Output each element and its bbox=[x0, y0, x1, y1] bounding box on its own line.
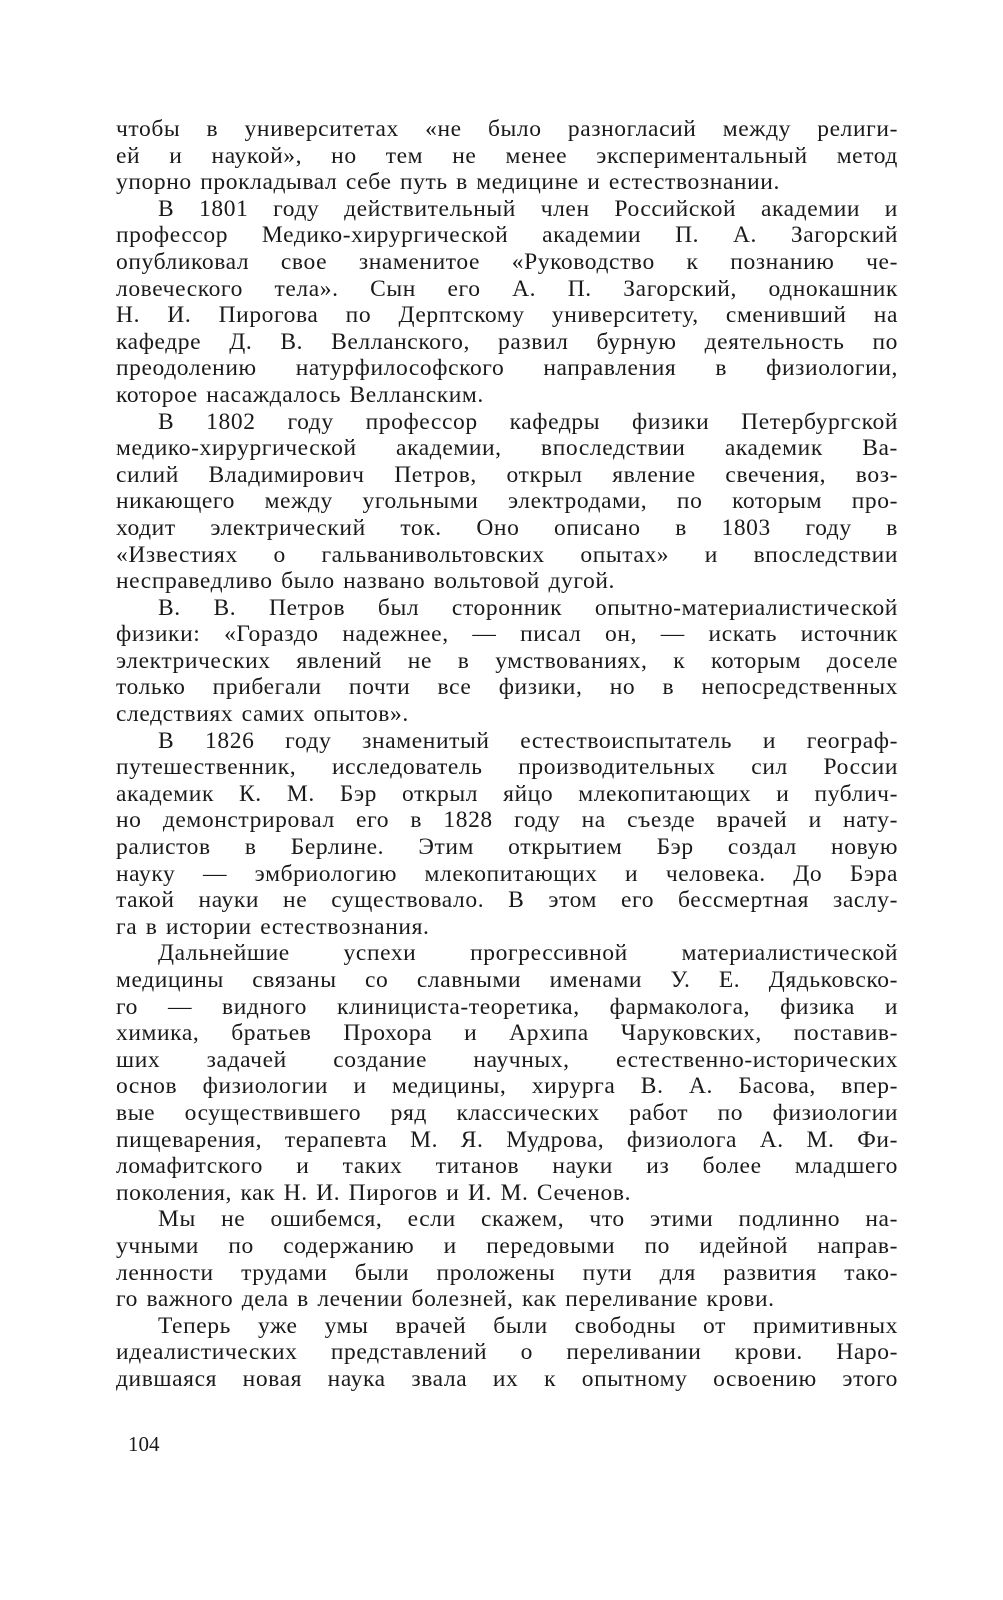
text-line: кафедре Д. В. Велланского, развил бурную деятельность по bbox=[116, 328, 898, 355]
paragraph bbox=[116, 1206, 898, 1312]
text-line: Мы не ошибемся, если скажем, что этими подлинно на- bbox=[158, 1206, 898, 1233]
text-line: медицины связаны со славными именами У. Е. Дядьковско- bbox=[116, 967, 898, 993]
text-line: никающего между угольными электродами, по которым про- bbox=[116, 488, 898, 515]
paragraph bbox=[116, 196, 898, 409]
text-line: «Известиях о гальванивольтовских опытах» и впоследствии bbox=[116, 541, 898, 568]
text-line: ралистов в Берлине. Этим открытием Бэр создал новую bbox=[116, 834, 898, 861]
text-line: несправедливо было названо вольтовой дугой. bbox=[116, 568, 616, 595]
text-line: только прибегали почти все физики, но в непосредственных bbox=[116, 674, 898, 701]
text-line: электрических явлений не в умствованиях, к которым доселе bbox=[116, 647, 898, 674]
paragraph bbox=[116, 595, 898, 728]
paragraph bbox=[116, 940, 898, 1206]
text-line: но демонстрировал его в 1828 году на съезде врачей и нату- bbox=[116, 807, 898, 834]
text-line: такой науки не существовало. В этом его бессмертная заслу- bbox=[116, 887, 898, 914]
text-line: профессор Медико-хирургической академии П. А. Загорский bbox=[116, 222, 898, 249]
text-line: го — видного клинициста-теоретика, фармаколога, физика и bbox=[116, 993, 898, 1020]
text-line: упорно прокладывал себе путь в медицине и естествознании. bbox=[116, 169, 780, 196]
text-line: ей и наукой», но тем не менее экспериментальный метод bbox=[116, 142, 898, 169]
text-line: Теперь уже умы врачей были свободны от примитивных bbox=[158, 1312, 898, 1339]
paragraph bbox=[116, 409, 898, 595]
text-line: науку — эмбриологию млекопитающих и человека. До Бэра bbox=[116, 860, 898, 887]
text-line: которое насаждалось Велланским. bbox=[116, 381, 484, 408]
text-line: ломафитского и таких титанов науки из более младшего bbox=[116, 1153, 898, 1180]
paragraph bbox=[116, 728, 898, 941]
text-line: Дальнейшие успехи прогрессивной материалистической bbox=[158, 940, 898, 967]
paragraph bbox=[116, 116, 898, 196]
text-line: ших задачей создание научных, естественно-исторических bbox=[116, 1046, 898, 1073]
text-line: учными по содержанию и передовыми по идейной направ- bbox=[116, 1232, 898, 1259]
text-line: В 1802 году профессор кафедры физики Петербургской bbox=[158, 408, 898, 435]
text-line: физики: «Гораздо надежнее, — писал он, — искать источник bbox=[116, 621, 898, 648]
text-line: вые осуществившего ряд классических работ по физиологии bbox=[116, 1099, 898, 1126]
text-line: преодолению натурфилософского направления в физиологии, bbox=[116, 355, 898, 382]
text-line: ловеческого тела». Сын его А. П. Загорский, однокашник bbox=[116, 275, 898, 302]
text-line: следствиях самих опытов». bbox=[116, 701, 409, 728]
text-line: чтобы в университетах «не было разногласий между религи- bbox=[116, 116, 898, 142]
text-line: В. В. Петров был сторонник опытно-материалистической bbox=[158, 594, 898, 621]
body-text bbox=[116, 116, 898, 1393]
text-line: ходит электрический ток. Оно описано в 1803 году в bbox=[116, 514, 898, 541]
paragraph bbox=[116, 1313, 898, 1393]
text-line: опубликовал свое знаменитое «Руководство к познанию че- bbox=[116, 248, 898, 275]
text-line: путешественник, исследователь производительных сил России bbox=[116, 754, 898, 781]
text-line: поколения, как Н. И. Пирогов и И. М. Сеченов. bbox=[116, 1179, 632, 1206]
text-line: пищеварения, терапевта М. Я. Мудрова, физиолога А. М. Фи- bbox=[116, 1126, 898, 1153]
text-line: медико-хирургической академии, впоследствии академик Ва- bbox=[116, 435, 898, 462]
text-line: основ физиологии и медицины, хирурга В. А. Басова, впер- bbox=[116, 1073, 898, 1100]
text-line: го важного дела в лечении болезней, как переливание крови. bbox=[116, 1286, 775, 1313]
text-line: дившаяся новая наука звала их к опытному освоению этого bbox=[116, 1365, 898, 1392]
text-line: га в истории естествознания. bbox=[116, 913, 430, 940]
text-line: химика, братьев Прохора и Архипа Чаруковских, поставив- bbox=[116, 1020, 898, 1047]
text-line: В 1801 году действительный член Российской академии и bbox=[158, 195, 898, 222]
text-line: академик К. М. Бэр открыл яйцо млекопитающих и публич- bbox=[116, 780, 898, 807]
text-line: идеалистических представлений о переливании крови. Наро- bbox=[116, 1339, 898, 1366]
text-line: силий Владимирович Петров, открыл явление свечения, воз- bbox=[116, 461, 898, 488]
page-number: 104 bbox=[128, 1432, 160, 1456]
text-line: В 1826 году знаменитый естествоиспытатель и географ- bbox=[158, 727, 898, 754]
text-line: Н. И. Пирогова по Дерптскому университету, сменивший на bbox=[116, 302, 898, 329]
text-line: ленности трудами были проложены пути для развития тако- bbox=[116, 1259, 898, 1286]
